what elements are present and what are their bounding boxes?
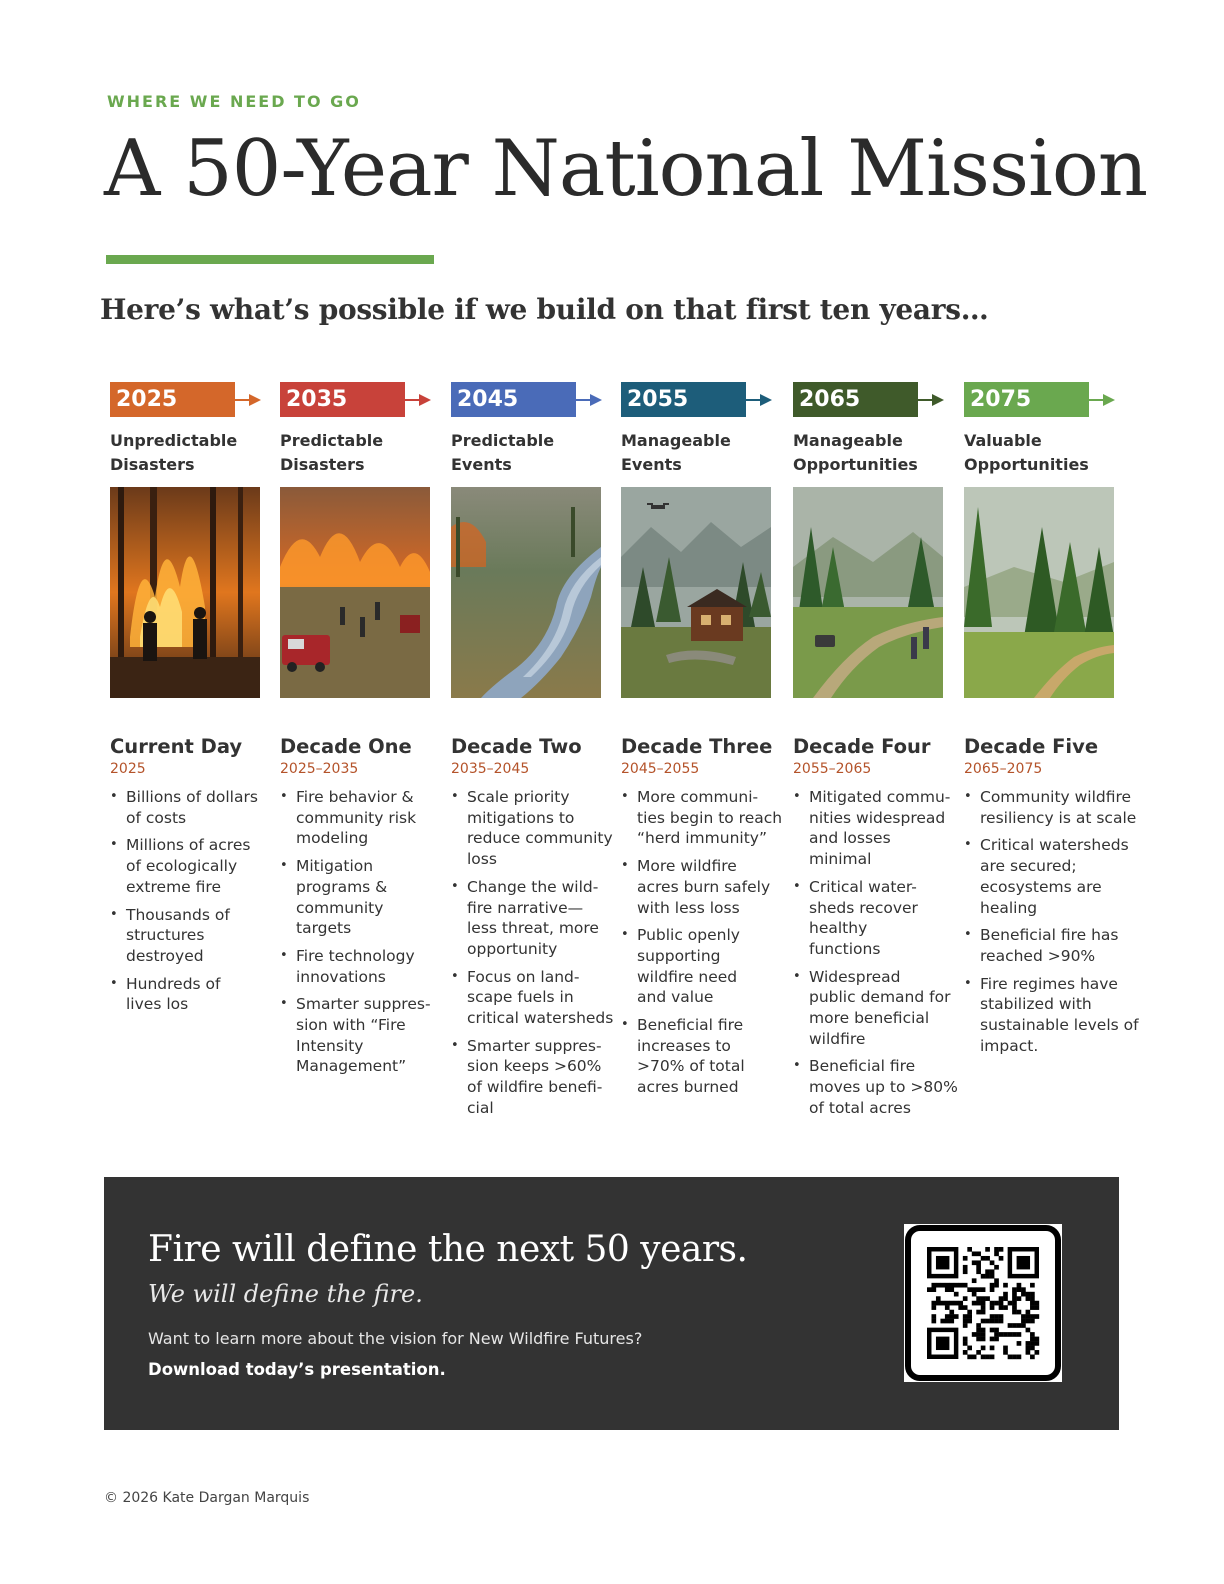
bullet-list xyxy=(621,787,796,1098)
year-badge: 2055 xyxy=(621,382,746,417)
arrow-right-icon xyxy=(746,393,772,407)
list-item: • Fire regimes have stabilized with sustainable levels of impact. xyxy=(964,974,1139,1057)
timeline-column-2075 xyxy=(964,382,1139,1063)
list-item: • Millions of acres of ecologically extreme fire xyxy=(110,835,285,897)
qr-code-icon[interactable] xyxy=(904,1224,1062,1382)
list-item: • Smarter suppres- sion with “Fire Intensity Management” xyxy=(280,994,455,1077)
decade-title: Decade Three xyxy=(621,735,773,758)
list-item: • Mitigated commu- nities widespread and losses minimal xyxy=(793,787,968,870)
list-item: • Beneficial fire increases to >70% of total acres burned xyxy=(621,1015,796,1098)
scene-image xyxy=(110,487,260,698)
year-badge: 2045 xyxy=(451,382,576,417)
timeline-column-2055 xyxy=(621,382,796,1105)
bullet-list xyxy=(110,787,285,1015)
timeline-column-2065 xyxy=(793,382,968,1126)
timeline-column-2045 xyxy=(451,382,626,1126)
list-item: • Public openly supporting wildfire need and value xyxy=(621,925,796,1008)
bullet-list xyxy=(793,787,968,1119)
cta-banner xyxy=(104,1177,1119,1430)
year-badge: 2075 xyxy=(964,382,1089,417)
decade-title: Decade One xyxy=(280,735,412,758)
arrow-right-icon xyxy=(405,393,431,407)
scene-image xyxy=(451,487,601,698)
banner-headline: Fire will define the next 50 years. xyxy=(148,1229,748,1270)
arrow-right-icon xyxy=(235,393,261,407)
list-item: • Critical water- sheds recover healthy functions xyxy=(793,877,968,960)
decade-range: 2025 xyxy=(110,761,146,777)
list-item: • More communi- ties begin to reach “herd immunity” xyxy=(621,787,796,849)
phase-label: Manageable Events xyxy=(621,431,731,474)
scene-image xyxy=(793,487,943,698)
arrow-right-icon xyxy=(1089,393,1115,407)
page-subtitle: Here’s what’s possible if we build on that first ten years… xyxy=(100,293,989,326)
decade-range: 2025–2035 xyxy=(280,761,359,777)
eyebrow: WHERE WE NEED TO GO xyxy=(107,92,361,111)
banner-question: Want to learn more about the vision for New Wildfire Futures? xyxy=(148,1329,643,1348)
download-link[interactable]: Download today’s presentation. xyxy=(148,1360,446,1379)
bullet-list xyxy=(964,787,1139,1056)
decade-title: Decade Four xyxy=(793,735,931,758)
phase-label: Unpredictable Disasters xyxy=(110,431,238,474)
list-item: • Scale priority mitigations to reduce community loss xyxy=(451,787,626,870)
list-item: • Widespread public demand for more beneficial wildfire xyxy=(793,967,968,1050)
arrow-right-icon xyxy=(918,393,944,407)
timeline-column-2025 xyxy=(110,382,285,1022)
list-item: • Focus on land- scape fuels in critical watersheds xyxy=(451,967,626,1029)
arrow-right-icon xyxy=(576,393,602,407)
decade-title: Current Day xyxy=(110,735,243,758)
list-item: • More wildfire acres burn safely with less loss xyxy=(621,856,796,918)
decade-title: Decade Two xyxy=(451,735,582,758)
copyright: © 2026 Kate Dargan Marquis xyxy=(104,1490,310,1506)
scene-image xyxy=(964,487,1114,698)
list-item: • Smarter suppres- sion keeps >60% of wildfire benefi- cial xyxy=(451,1036,626,1119)
list-item: • Billions of dollars of costs xyxy=(110,787,285,828)
scene-image xyxy=(280,487,430,698)
bullet-list xyxy=(280,787,455,1077)
decade-range: 2045–2055 xyxy=(621,761,700,777)
scene-image xyxy=(621,487,771,698)
decade-range: 2065–2075 xyxy=(964,761,1043,777)
timeline-column-2035 xyxy=(280,382,455,1084)
list-item: • Beneficial fire has reached >90% xyxy=(964,925,1139,966)
list-item: • Community wildfire resiliency is at scale xyxy=(964,787,1139,828)
decade-range: 2055–2065 xyxy=(793,761,872,777)
list-item: • Fire technology innovations xyxy=(280,946,455,987)
decade-title: Decade Five xyxy=(964,735,1099,758)
list-item: • Beneficial fire moves up to >80% of total acres xyxy=(793,1056,968,1118)
banner-tagline: We will define the fire. xyxy=(148,1280,423,1308)
page-title: A 50-Year National Mission xyxy=(104,124,1148,214)
list-item: • Thousands of structures destroyed xyxy=(110,905,285,967)
bullet-list xyxy=(451,787,626,1119)
list-item: • Critical watersheds are secured; ecosystems are healing xyxy=(964,835,1139,918)
list-item: • Fire behavior & community risk modeling xyxy=(280,787,455,849)
year-badge: 2065 xyxy=(793,382,918,417)
phase-label: Valuable Opportunities xyxy=(964,431,1089,474)
phase-label: Manageable Opportunities xyxy=(793,431,918,474)
list-item: • Change the wild- fire narrative— less threat, more opportunity xyxy=(451,877,626,960)
list-item: • Mitigation programs & community targets xyxy=(280,856,455,939)
phase-label: Predictable Disasters xyxy=(280,431,384,474)
decade-range: 2035–2045 xyxy=(451,761,530,777)
title-underline xyxy=(106,255,434,264)
year-badge: 2025 xyxy=(110,382,235,417)
phase-label: Predictable Events xyxy=(451,431,555,474)
list-item: • Hundreds of lives los xyxy=(110,974,285,1015)
year-badge: 2035 xyxy=(280,382,405,417)
